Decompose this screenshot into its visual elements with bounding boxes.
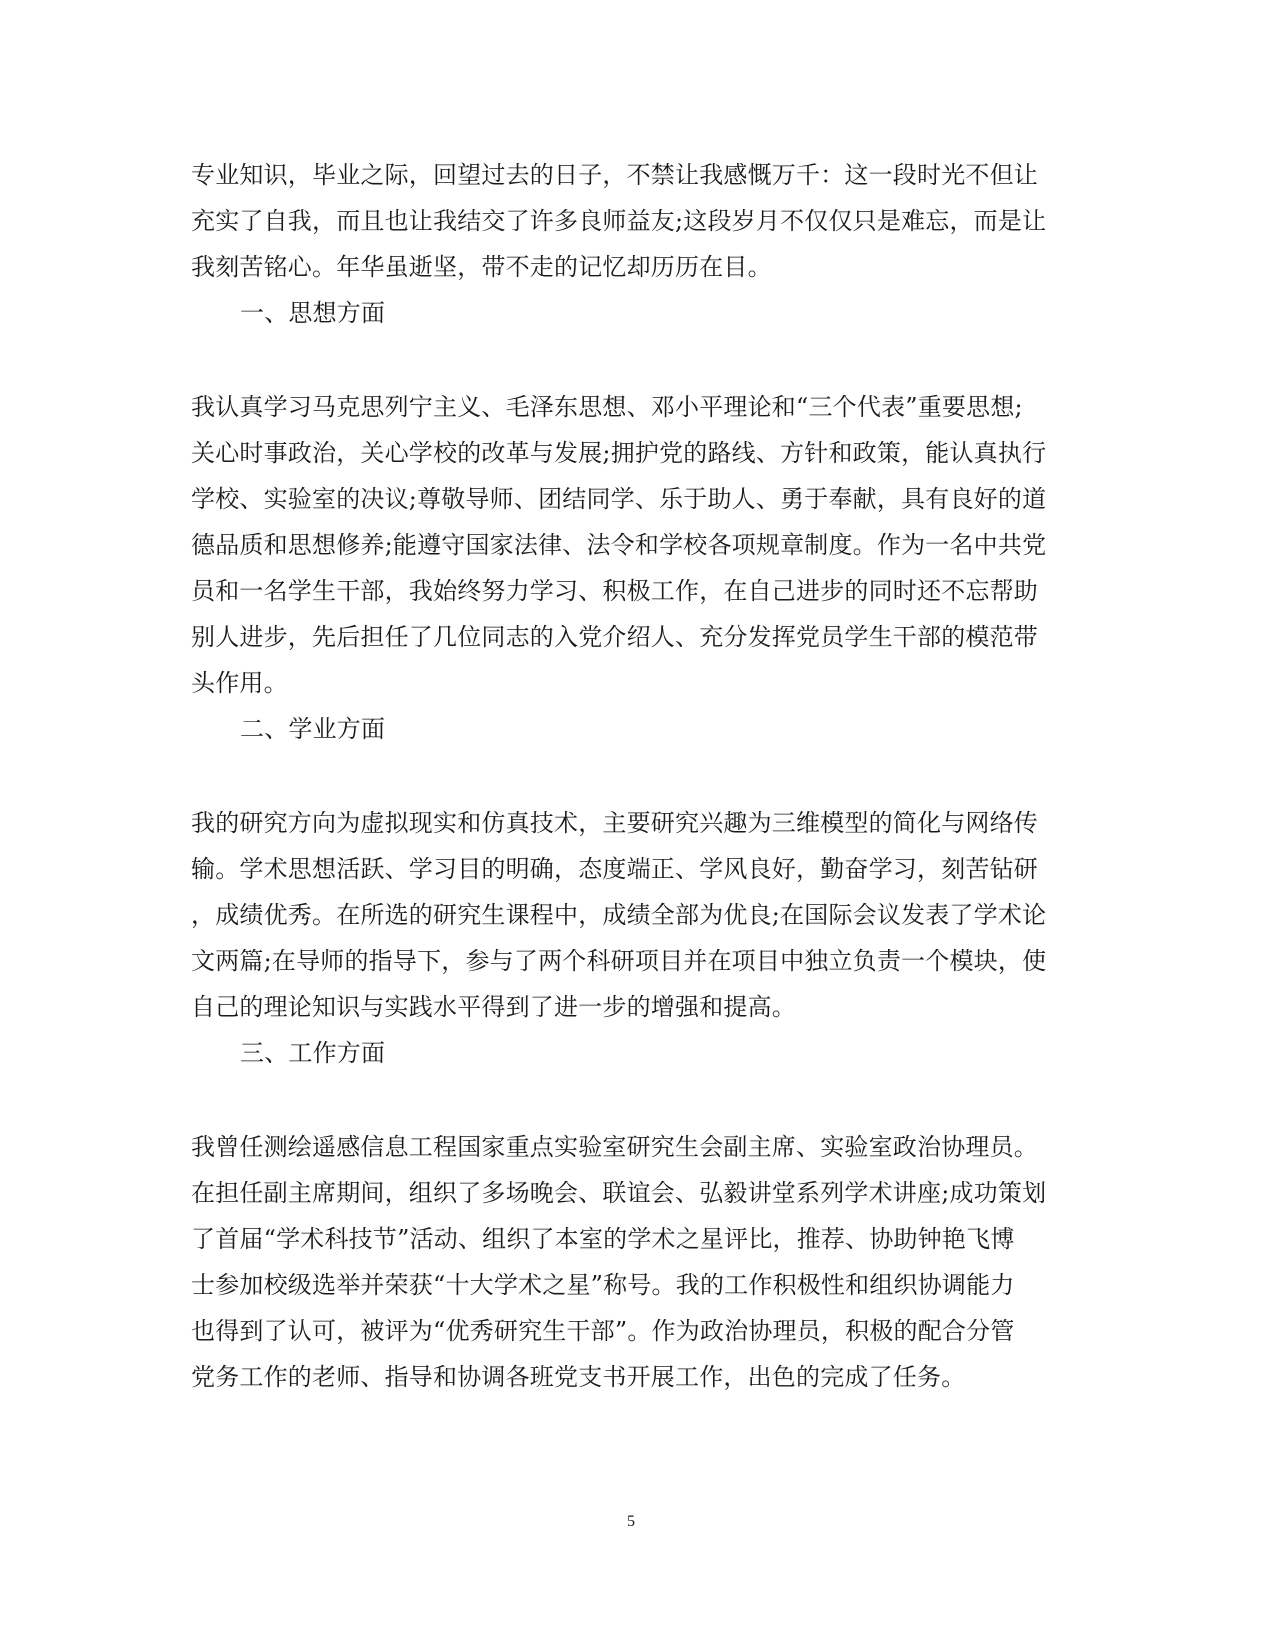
text-line: 党务工作的老师、指导和协调各班党支书开展工作，出色的完成了任务。 xyxy=(191,1363,966,1391)
text-line: 德品质和思想修养;能遵守国家法律、法令和学校各项规章制度。作为一名中共党 xyxy=(191,531,1047,559)
text-line: 别人进步，先后担任了几位同志的入党介绍人、充分发挥党员学生干部的模范带 xyxy=(191,623,1038,651)
text-line: 充实了自我，而且也让我结交了许多良师益友;这段岁月不仅仅只是难忘，而是让 xyxy=(191,207,1047,235)
text-line: 我的研究方向为虚拟现实和仿真技术，主要研究兴趣为三维模型的简化与网络传 xyxy=(191,809,1038,837)
text-line: 员和一名学生干部，我始终努力学习、积极工作，在自己进步的同时还不忘帮助 xyxy=(191,577,1038,605)
text-line: 士参加校级选举并荣获“十大学术之星”称号。我的工作积极性和组织协调能力 xyxy=(191,1271,1015,1299)
text-line: 在担任副主席期间，组织了多场晚会、联谊会、弘毅讲堂系列学术讲座;成功策划 xyxy=(191,1179,1047,1207)
text-line: 文两篇;在导师的指导下，参与了两个科研项目并在项目中独立负责一个模块，使 xyxy=(191,947,1047,975)
text-line: 头作用。 xyxy=(191,669,288,697)
text-line: 我曾任测绘遥感信息工程国家重点实验室研究生会副主席、实验室政治协理员。 xyxy=(191,1133,1038,1161)
section-heading: 三、工作方面 xyxy=(240,1039,386,1067)
text-line: 了首届“学术科技节”活动、组织了本室的学术之星评比，推荐、协助钟艳飞博 xyxy=(191,1225,1015,1253)
text-line: ，成绩优秀。在所选的研究生课程中，成绩全部为优良;在国际会议发表了学术论 xyxy=(191,901,1047,929)
text-line: 我认真学习马克思列宁主义、毛泽东思想、邓小平理论和“三个代表”重要思想; xyxy=(191,393,1023,421)
text-line: 我刻苦铭心。年华虽逝坚，带不走的记忆却历历在目。 xyxy=(191,253,772,281)
page-number: 5 xyxy=(627,1513,635,1530)
text-line: 也得到了认可，被评为“优秀研究生干部”。作为政治协理员，积极的配合分管 xyxy=(191,1317,1015,1345)
text-line: 学校、实验室的决议;尊敬导师、团结同学、乐于助人、勇于奉献，具有良好的道 xyxy=(191,485,1047,513)
text-line: 关心时事政治，关心学校的改革与发展;拥护党的路线、方针和政策，能认真执行 xyxy=(191,439,1047,467)
section-heading: 一、思想方面 xyxy=(240,299,386,327)
text-line: 输。学术思想活跃、学习目的明确，态度端正、学风良好，勤奋学习，刻苦钻研 xyxy=(191,855,1038,883)
text-line: 自己的理论知识与实践水平得到了进一步的增强和提高。 xyxy=(191,993,796,1021)
text-line: 专业知识，毕业之际，回望过去的日子，不禁让我感慨万千：这一段时光不但让 xyxy=(191,161,1038,189)
section-heading: 二、学业方面 xyxy=(240,715,386,743)
